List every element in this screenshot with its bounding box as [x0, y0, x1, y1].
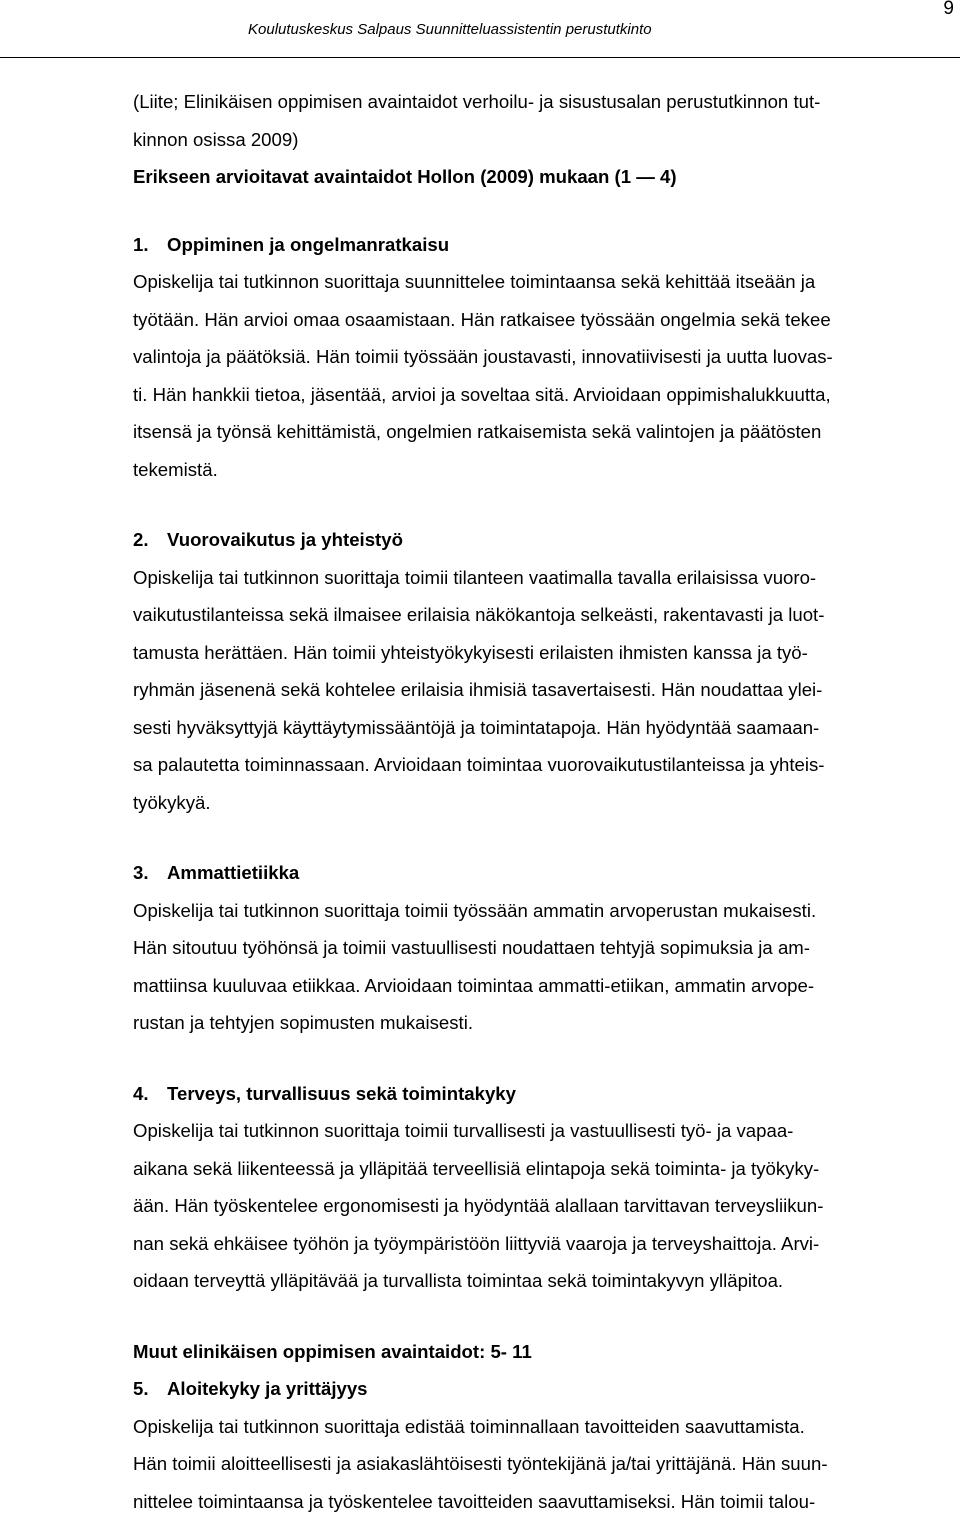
text-line: oidaan terveyttä ylläpitävää ja turvallista toimintaa sekä toimintakyvyn ylläpitoa. — [133, 1262, 949, 1300]
text-line: (Liite; Elinikäisen oppimisen avaintaidot verhoilu- ja sisustusalan perustutkinnon tut- — [133, 83, 949, 121]
header-title: Koulutuskeskus Salpaus Suunnitteluassistentin perustutkinto — [248, 21, 652, 38]
text-line: sesti hyväksyttyjä käyttäytymissääntöjä ja toimintatapoja. Hän hyödyntää saamaan- — [133, 709, 949, 747]
page-number: 9 — [943, 0, 954, 20]
section-heading — [133, 521, 949, 559]
text-line: Opiskelija tai tutkinnon suorittaja toimii turvallisesti ja vastuullisesti työ- ja vapaa- — [133, 1112, 949, 1150]
text-line: ään. Hän työskentelee ergonomisesti ja hyödyntää alallaan tarvittavan terveysliikun- — [133, 1187, 949, 1225]
text-line: Opiskelija tai tutkinnon suorittaja suunnittelee toimintaansa sekä kehittää itseään ja — [133, 263, 949, 301]
text-line: työkykyä. — [133, 784, 949, 822]
section-number: 1. — [133, 226, 167, 264]
section-3 — [133, 854, 949, 1042]
section-number: 3. — [133, 854, 167, 892]
section-title: Ammattietiikka — [167, 862, 299, 883]
spacer — [133, 196, 949, 226]
section-number: 5. — [133, 1370, 167, 1408]
text-line: valintoja ja päätöksiä. Hän toimii työssään joustavasti, innovatiivisesti ja uutta luovas- — [133, 338, 949, 376]
text-line: ti. Hän hankkii tietoa, jäsentää, arvioi ja soveltaa sitä. Arvioidaan oppimishalukkuutta, — [133, 376, 949, 414]
text-line: itsensä ja työnsä kehittämistä, ongelmien ratkaisemista sekä valintojen ja päätösten — [133, 413, 949, 451]
spacer — [133, 1042, 949, 1075]
section-heading — [133, 1075, 949, 1113]
spacer — [133, 1300, 949, 1333]
section-heading — [133, 226, 949, 264]
text-line: nittelee toimintaansa ja työskentelee tavoitteiden saavuttamiseksi. Hän toimii talou- — [133, 1483, 949, 1520]
text-line: rustan ja tehtyjen sopimusten mukaisesti. — [133, 1004, 949, 1042]
other-skills-heading: Muut elinikäisen oppimisen avaintaidot: 5- 11 — [133, 1333, 949, 1371]
text-line: Opiskelija tai tutkinnon suorittaja edistää toiminnallaan tavoitteiden saavuttamista. — [133, 1408, 949, 1446]
text-line: aikana sekä liikenteessä ja ylläpitää terveellisiä elintapoja sekä toiminta- ja työkyky- — [133, 1150, 949, 1188]
text-line: vaikutustilanteissa sekä ilmaisee erilaisia näkökantoja selkeästi, rakentavasti ja luot- — [133, 596, 949, 634]
text-line: työtään. Hän arvioi omaa osaamistaan. Hän ratkaisee työssään ongelmia sekä tekee — [133, 301, 949, 339]
section-2 — [133, 521, 949, 821]
text-line: Hän toimii aloitteellisesti ja asiakaslähtöisesti työntekijänä ja/tai yrittäjänä. Hän suun- — [133, 1445, 949, 1483]
section-title: Oppiminen ja ongelmanratkaisu — [167, 234, 449, 255]
text-line: Hän sitoutuu työhönsä ja toimii vastuullisesti noudattaen tehtyjä sopimuksia ja am- — [133, 929, 949, 967]
document-body — [133, 83, 949, 1520]
page-header — [0, 0, 960, 58]
text-line: ryhmän jäsenenä sekä kohtelee erilaisia ihmisiä tasavertaisesti. Hän noudattaa ylei- — [133, 671, 949, 709]
text-line: sa palautetta toiminnassaan. Arvioidaan toimintaa vuorovaikutustilanteissa ja yhteis- — [133, 746, 949, 784]
section-number: 2. — [133, 521, 167, 559]
text-line: Opiskelija tai tutkinnon suorittaja toimii tilanteen vaatimalla tavalla erilaisissa vuoro- — [133, 559, 949, 597]
section-5 — [133, 1370, 949, 1520]
section-title: Terveys, turvallisuus sekä toimintakyky — [167, 1083, 516, 1104]
text-line: nan sekä ehkäisee työhön ja työympäristöön liittyviä vaaroja ja terveyshaittoja. Arvi- — [133, 1225, 949, 1263]
intro-bold-heading: Erikseen arvioitavat avaintaidot Hollon (2009) mukaan (1 — 4) — [133, 158, 949, 196]
text-line: kinnon osissa 2009) — [133, 121, 949, 159]
text-line: tekemistä. — [133, 451, 949, 489]
section-heading — [133, 1370, 949, 1408]
section-heading — [133, 854, 949, 892]
text-line: Opiskelija tai tutkinnon suorittaja toimii työssään ammatin arvoperustan mukaisesti. — [133, 892, 949, 930]
header-divider — [0, 57, 960, 58]
spacer — [133, 821, 949, 854]
section-title: Aloitekyky ja yrittäjyys — [167, 1378, 368, 1399]
text-line: tamusta herättäen. Hän toimii yhteistyökykyisesti erilaisten ihmisten kanssa ja työ- — [133, 634, 949, 672]
spacer — [133, 488, 949, 521]
section-number: 4. — [133, 1075, 167, 1113]
section-title: Vuorovaikutus ja yhteistyö — [167, 529, 403, 550]
intro-paragraph — [133, 83, 949, 196]
text-line: mattiinsa kuuluvaa etiikkaa. Arvioidaan toimintaa ammatti-etiikan, ammatin arvope- — [133, 967, 949, 1005]
section-4 — [133, 1075, 949, 1300]
section-1 — [133, 226, 949, 489]
